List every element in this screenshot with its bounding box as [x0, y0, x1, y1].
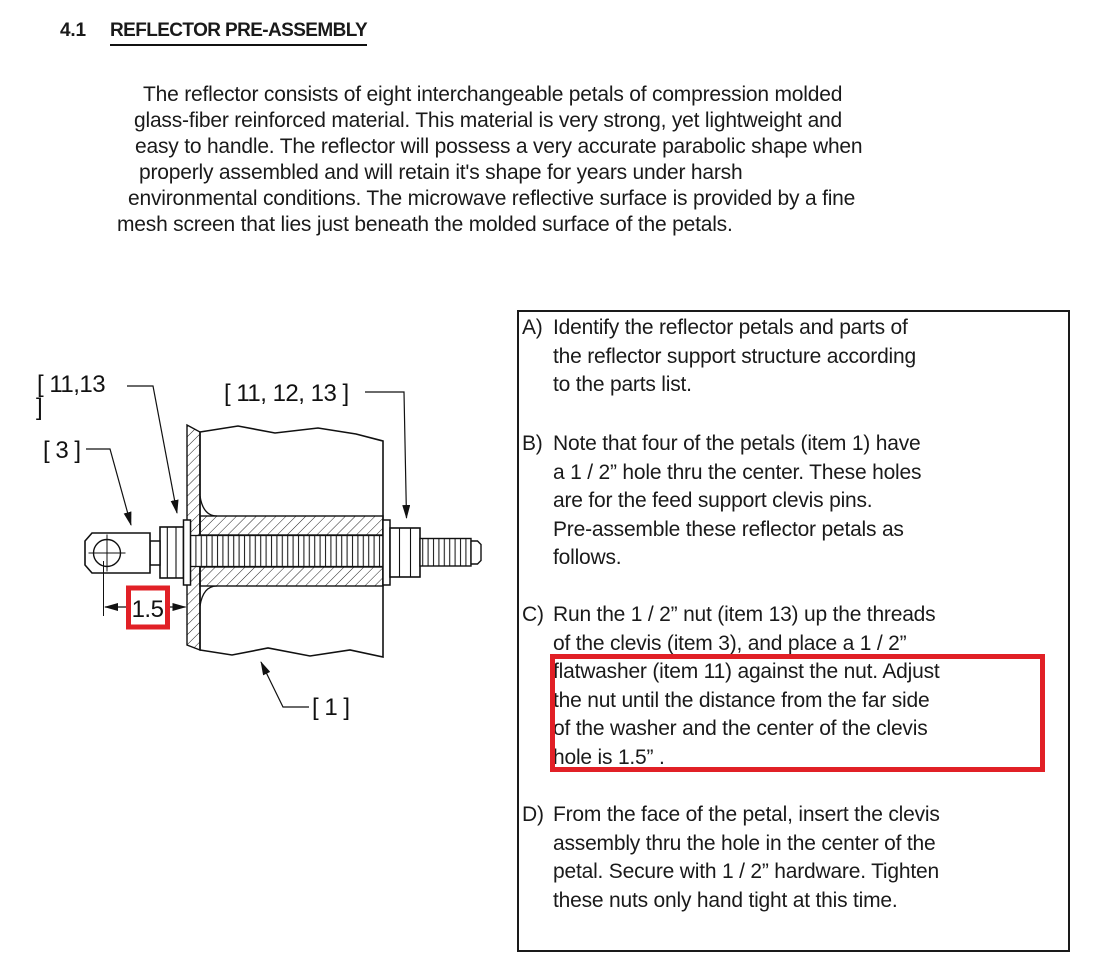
intro-line: mesh screen that lies just beneath the molded surface of the petals.	[117, 213, 733, 236]
left-washer-and-nut	[160, 520, 191, 585]
step-line: Pre-assemble these reflector petals as	[553, 517, 904, 541]
step-d	[522, 801, 940, 915]
step-d-text	[553, 801, 940, 915]
threaded-shaft	[189, 536, 383, 567]
instruction-box	[517, 310, 1070, 952]
intro-paragraph	[110, 82, 862, 238]
intro-line: properly assembled and will retain it's shape for years under harsh	[139, 161, 743, 184]
step-line: From the face of the petal, insert the clevis	[553, 803, 940, 826]
step-b-label: B)	[522, 432, 543, 455]
intro-line: The reflector consists of eight interchangeable petals of compression molded	[143, 83, 843, 106]
step-b	[522, 430, 921, 573]
step-line: flatwasher (item 11) against the nut. Adjust	[553, 660, 940, 683]
step-line: petal. Secure with 1 / 2” hardware. Tighten	[553, 860, 939, 883]
figure-label-washer-nut-left: [ 11,13	[37, 371, 106, 398]
section-number: 4.1	[60, 20, 86, 41]
section-title: REFLECTOR PRE-ASSEMBLY	[110, 20, 367, 46]
step-line: of the washer and the center of the clevis	[553, 717, 928, 740]
right-washer-nut-threads	[383, 520, 481, 585]
step-line: the reflector support structure according	[553, 344, 916, 368]
clevis-assembly-figure	[0, 350, 510, 780]
leader-clevis	[86, 449, 131, 525]
step-a-label: A)	[522, 316, 543, 339]
step-line: these nuts only hand tight at this time.	[553, 888, 898, 912]
step-line: Identify the reflector petals and parts of	[553, 316, 908, 339]
figure-label-petal: [ 1 ]	[312, 694, 350, 721]
leader-petal	[261, 662, 309, 707]
clevis-lug	[85, 533, 160, 573]
step-line: assembly thru the hole in the center of the	[553, 831, 936, 855]
intro-line: glass-fiber reinforced material. This material is very strong, yet lightweight and	[134, 109, 843, 132]
intro-line: easy to handle. The reflector will possess a very accurate parabolic shape when	[135, 135, 863, 158]
step-line: hole is 1.5” .	[553, 745, 665, 769]
figure-label-clevis: [ 3 ]	[43, 437, 81, 464]
step-line: Note that four of the petals (item 1) have	[553, 432, 921, 455]
step-line: the nut until the distance from the far side	[553, 688, 930, 712]
figure-label-washer-nut-left-wrap: ]	[36, 394, 43, 421]
step-line: a 1 / 2” hole thru the center. These holes	[553, 460, 922, 484]
step-c-label: C)	[522, 603, 544, 626]
step-c-text	[553, 601, 940, 772]
step-line: to the parts list.	[553, 373, 692, 396]
step-line: are for the feed support clevis pins.	[553, 489, 873, 512]
figure-label-washer-lock-nut-right: [ 11, 12, 13 ]	[224, 380, 349, 407]
leader-washer-nut-left	[127, 386, 177, 513]
intro-line: environmental conditions. The microwave reflective surface is provided by a fine	[128, 187, 856, 210]
dimension-value: 1.5	[131, 596, 164, 623]
step-a-text	[553, 314, 916, 400]
step-d-label: D)	[522, 803, 544, 826]
step-b-text	[553, 430, 921, 573]
step-a	[522, 314, 916, 400]
step-line: Run the 1 / 2” nut (item 13) up the threads	[553, 603, 936, 626]
step-line: of the clevis (item 3), and place a 1 / 2”	[553, 631, 907, 655]
step-line: follows.	[553, 546, 622, 569]
step-c	[522, 601, 940, 772]
